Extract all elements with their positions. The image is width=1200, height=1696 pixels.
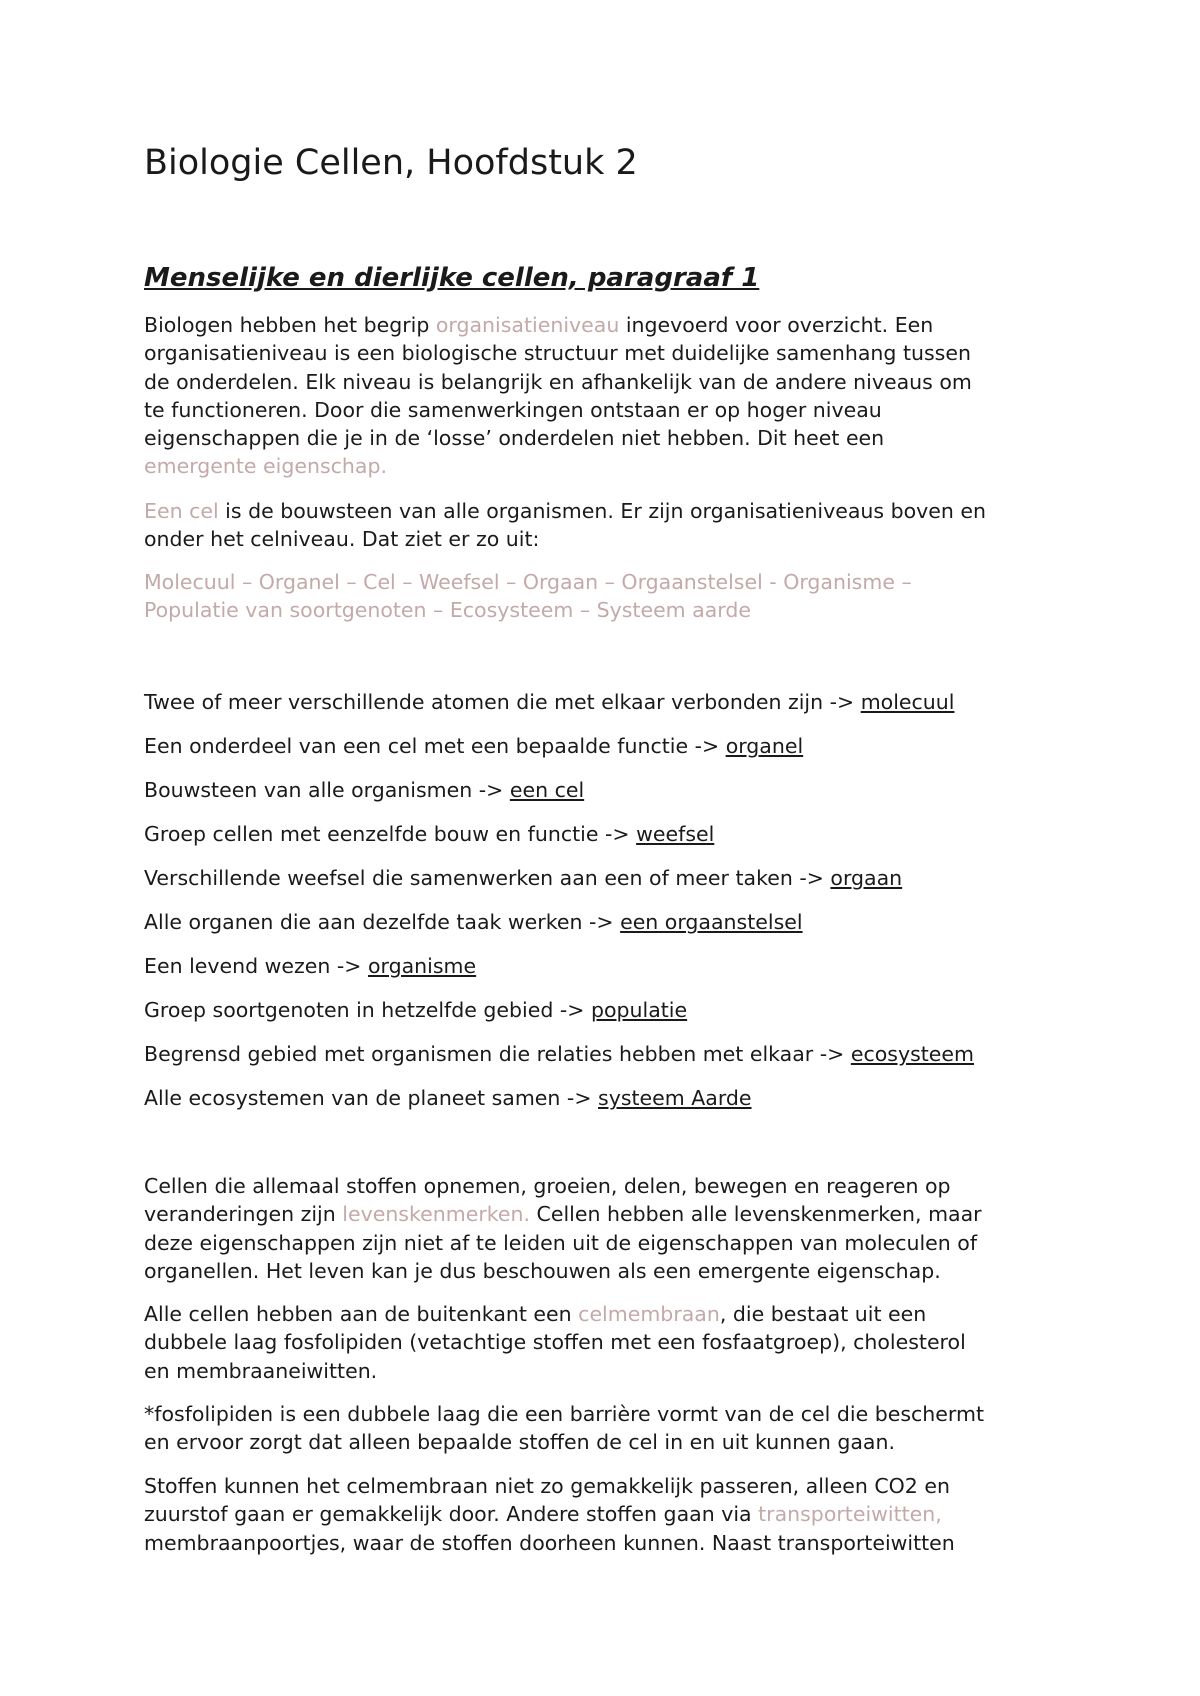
highlight-term: Een cel [144, 499, 219, 523]
definition-item: Bouwsteen van alle organismen -> een cel [144, 778, 585, 802]
document-title: Biologie Cellen, Hoofdstuk 2 [144, 143, 638, 183]
paragraph-fosfolipiden: *fosfolipiden is een dubbele laag die een barrière vormt van de cel die beschermt en ervoor zorgt dat alleen bepaalde stoffen de cel in en uit kunnen gaan. [144, 1402, 984, 1455]
definition-item: Groep cellen met eenzelfde bouw en functie -> weefsel [144, 822, 715, 846]
definition-term: een cel [509, 778, 585, 802]
section-heading: Menselijke en dierlijke cellen, paragraaf 1 [144, 263, 760, 293]
paragraph-organisatieniveau: Biologen hebben het begrip organisatieniveau ingevoerd voor overzicht. Een organisatieniveau is een biologische structuur met duidelijke samenhang tussen de onderdelen. Elk niveau is belangrijk en afhankelijk van de andere niveaus om te functioneren. Door die samenwerkingen ontstaan er op hoger niveau eigenschappen die je in de ‘losse’ onderdelen niet hebben. Dit heet een emergente eigenschap. [144, 311, 1074, 481]
definition-item: Alle ecosystemen van de planeet samen -> systeem Aarde [144, 1086, 752, 1110]
definition-item: Een levend wezen -> organisme [144, 954, 477, 978]
paragraph-een-cel: Een cel is de bouwsteen van alle organismen. Er zijn organisatieniveaus boven en onder het celniveau. Dat ziet er zo uit: [144, 499, 987, 552]
definition-term: populatie [590, 998, 688, 1022]
highlight-term: celmembraan [578, 1302, 720, 1326]
definition-item: Begrensd gebied met organismen die relaties hebben met elkaar -> ecosysteem [144, 1042, 974, 1066]
definition-item: Twee of meer verschillende atomen die met elkaar verbonden zijn -> molecuul [144, 690, 955, 714]
paragraph-levenskenmerken: Cellen die allemaal stoffen opnemen, groeien, delen, bewegen en reageren op veranderingen zijn levenskenmerken. Cellen hebben alle levenskenmerken, maar deze eigenschappen zijn niet af te leiden uit de eigenschappen van moleculen of organellen. Het leven kan je dus beschouwen als een emergente eigenschap. [144, 1174, 982, 1283]
highlight-term: organisatieniveau [435, 313, 620, 337]
paragraph-niveaus-reeks: Molecuul – Organel – Cel – Weefsel – Orgaan – Orgaanstelsel - Organisme – Populatie van soortgenoten – Ecosysteem – Systeem aarde [144, 570, 912, 623]
paragraph-celmembraan: Alle cellen hebben aan de buitenkant een celmembraan, die bestaat uit een dubbele laag fosfolipiden (vetachtige stoffen met een fosfaatgroep), cholesterol en membraaneiwitten. [144, 1302, 966, 1383]
highlight-term: emergente eigenschap. [144, 454, 388, 479]
definition-term: ecosysteem [850, 1042, 974, 1066]
definition-term: organisme [368, 954, 477, 978]
definition-term: molecuul [860, 690, 955, 714]
definition-item: Verschillende weefsel die samenwerken aan een of meer taken -> orgaan [144, 866, 903, 890]
definition-term: weefsel [636, 822, 715, 846]
paragraph-transporteiwitten: Stoffen kunnen het celmembraan niet zo gemakkelijk passeren, alleen CO2 en zuurstof gaan er gemakkelijk door. Andere stoffen gaan via transporteiwitten, membraanpoortjes, waar de stoffen doorheen kunnen. Naast transporteiwitten [144, 1474, 955, 1555]
highlight-term: levenskenmerken. [342, 1202, 531, 1227]
definition-item: Een onderdeel van een cel met een bepaalde functie -> organel [144, 734, 804, 758]
definition-item: Alle organen die aan dezelfde taak werken -> een orgaanstelsel [144, 910, 803, 934]
definition-item: Groep soortgenoten in hetzelfde gebied -> populatie [144, 998, 688, 1022]
definition-term: organel [725, 734, 804, 758]
definition-term: een orgaanstelsel [620, 910, 803, 934]
definition-term: orgaan [830, 866, 903, 890]
highlight-term: transporteiwitten, [758, 1502, 942, 1527]
definition-term: systeem Aarde [598, 1086, 752, 1110]
